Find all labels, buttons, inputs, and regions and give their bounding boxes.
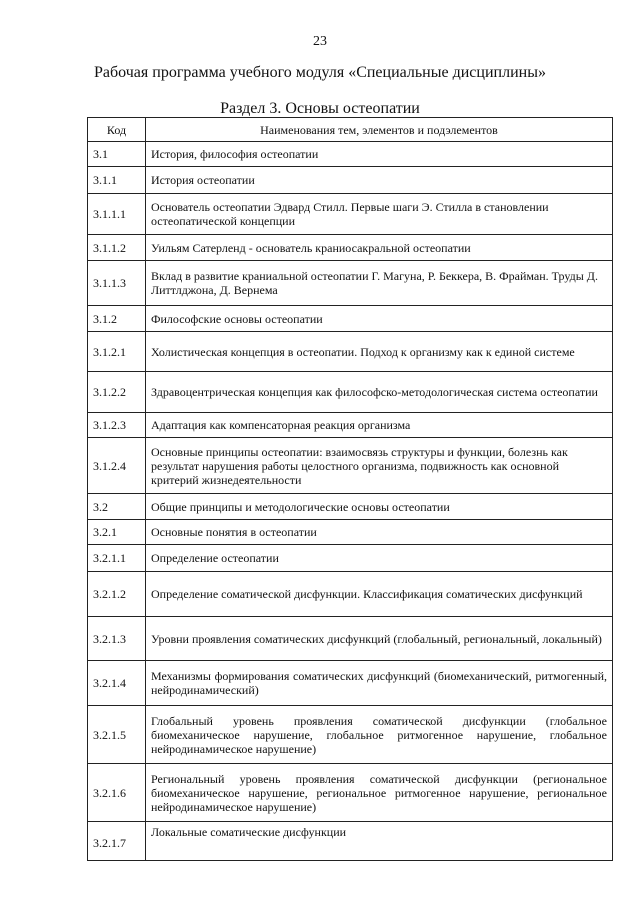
row-code: 3.1.1 xyxy=(88,167,146,194)
table-row xyxy=(88,413,613,438)
row-name: Холистическая концепция в остеопатии. Подход к организму как к единой системе xyxy=(146,332,613,372)
row-code: 3.2.1 xyxy=(88,520,146,545)
table-row xyxy=(88,706,613,764)
row-code: 3.1.2.2 xyxy=(88,372,146,413)
row-code: 3.2.1.1 xyxy=(88,545,146,572)
row-code: 3.2 xyxy=(88,494,146,520)
row-code: 3.1.1.2 xyxy=(88,235,146,261)
row-code: 3.2.1.2 xyxy=(88,572,146,617)
row-code: 3.2.1.6 xyxy=(88,764,146,822)
header-code: Код xyxy=(88,118,146,142)
table-row xyxy=(88,194,613,235)
row-code: 3.1.2.3 xyxy=(88,413,146,438)
row-name: Уильям Сатерленд - основатель краниосакральной остеопатии xyxy=(146,235,613,261)
section-title: Раздел 3. Основы остеопатии xyxy=(220,100,420,117)
row-code: 3.2.1.7 xyxy=(88,822,146,861)
table-row xyxy=(88,372,613,413)
row-code: 3.1.2.4 xyxy=(88,438,146,494)
table-row xyxy=(88,438,613,494)
row-name: Уровни проявления соматических дисфункций (глобальный, региональный, локальный) xyxy=(146,617,613,661)
row-code: 3.1.2.1 xyxy=(88,332,146,372)
row-code: 3.1.1.1 xyxy=(88,194,146,235)
row-name: Общие принципы и методологические основы остеопатии xyxy=(146,494,613,520)
table-row xyxy=(88,332,613,372)
table-row xyxy=(88,306,613,332)
row-code: 3.2.1.5 xyxy=(88,706,146,764)
row-name: Механизмы формирования соматических дисфункций (биомеханический, ритмогенный, нейродинамический) xyxy=(146,661,613,706)
header-name: Наименования тем, элементов и подэлементов xyxy=(146,118,613,142)
row-name: Глобальный уровень проявления соматической дисфункции (глобальное биомеханическое нарушение, глобальное ритмогенное нарушение, глобальное нейродинамическое нарушение) xyxy=(146,706,613,764)
row-name: Основные принципы остеопатии: взаимосвязь структуры и функции, болезнь как результат нарушения работы целостного организма, подвижность как основной критерий жизнедеятельности xyxy=(146,438,613,494)
table-row xyxy=(88,261,613,306)
table-header-row xyxy=(88,118,613,142)
row-name: Здравоцентрическая концепция как философско-методологическая система остеопатии xyxy=(146,372,613,413)
page-number: 23 xyxy=(313,34,327,49)
row-name: Региональный уровень проявления соматической дисфункции (региональное биомеханическое нарушение, региональное ритмогенное нарушение, региональное нейродинамическое нарушение) xyxy=(146,764,613,822)
table-row xyxy=(88,764,613,822)
row-name: Определение остеопатии xyxy=(146,545,613,572)
row-code: 3.2.1.3 xyxy=(88,617,146,661)
table-row xyxy=(88,494,613,520)
table-row xyxy=(88,617,613,661)
row-code: 3.1.1.3 xyxy=(88,261,146,306)
syllabus-table xyxy=(87,117,613,861)
table-row xyxy=(88,167,613,194)
row-name: Философские основы остеопатии xyxy=(146,306,613,332)
table-row xyxy=(88,545,613,572)
table-row xyxy=(88,235,613,261)
row-code: 3.1 xyxy=(88,142,146,167)
row-code: 3.2.1.4 xyxy=(88,661,146,706)
table-row xyxy=(88,520,613,545)
row-name: Адаптация как компенсаторная реакция организма xyxy=(146,413,613,438)
table-row xyxy=(88,142,613,167)
row-name: Локальные соматические дисфункции xyxy=(146,822,613,861)
row-name: Определение соматической дисфункции. Классификация соматических дисфункций xyxy=(146,572,613,617)
row-name: История остеопатии xyxy=(146,167,613,194)
row-name: История, философия остеопатии xyxy=(146,142,613,167)
row-name: Вклад в развитие краниальной остеопатии Г. Магуна, Р. Беккера, В. Фрайман. Труды Д. Литтлджона, Д. Вернема xyxy=(146,261,613,306)
row-code: 3.1.2 xyxy=(88,306,146,332)
row-name: Основные понятия в остеопатии xyxy=(146,520,613,545)
row-name: Основатель остеопатии Эдвард Стилл. Первые шаги Э. Стилла в становлении остеопатической концепции xyxy=(146,194,613,235)
table-row xyxy=(88,822,613,861)
table-row xyxy=(88,572,613,617)
table-row xyxy=(88,661,613,706)
document-title: Рабочая программа учебного модуля «Специальные дисциплины» xyxy=(94,64,546,81)
